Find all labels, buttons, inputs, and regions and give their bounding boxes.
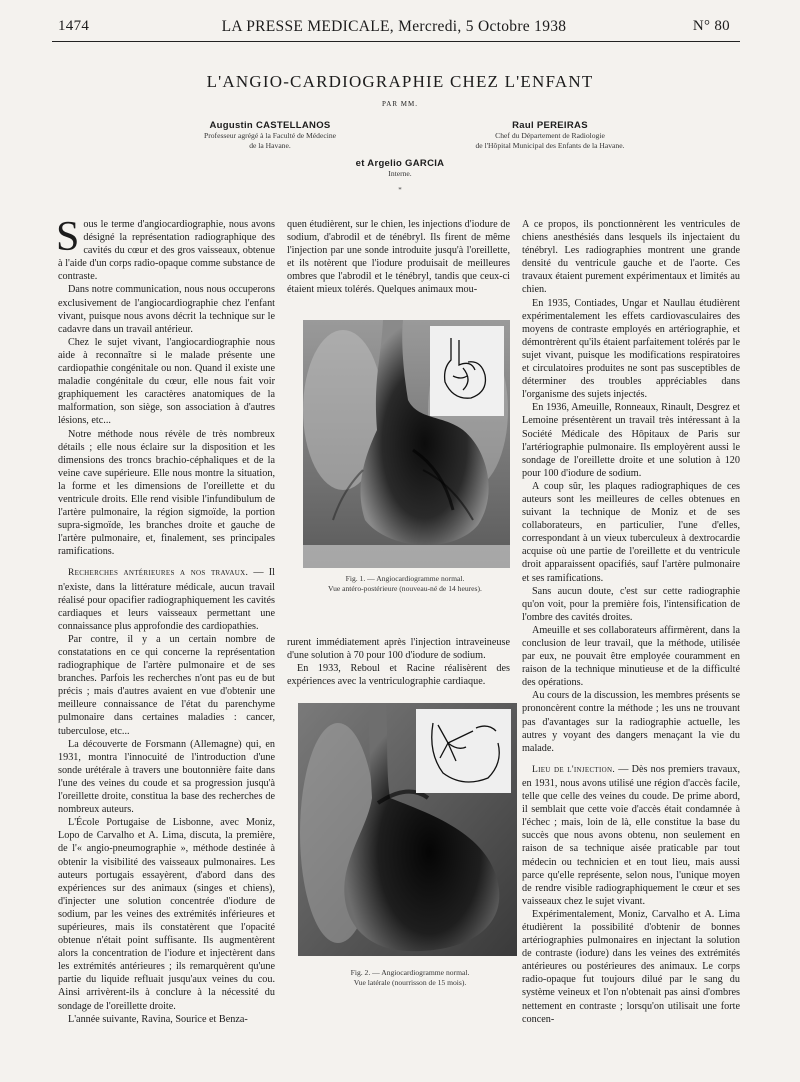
byline-prefix: PAR MM. [382, 100, 418, 108]
article-title: L'ANGIO-CARDIOGRAPHIE CHEZ L'ENFANT [206, 72, 594, 91]
paragraph: L'École Portugaise de Lisbonne, avec Moniz, Lopo de Carvalho et A. Lima, discuta, la première, de l'« angio-pneumographie », méthode destinée à obtenir la visibilité des vaisseaux pulmonaires. Les auteurs portugais essayèrent, d'abord dans des expériences sur des animaux (singes et chiens), d'injecter une solution concentrée d'iodure de sodium, par les veines des extrémités inférieures et supérieures, mais ils constatèrent que l'opacité obtenue n'était point suffisante. Ils augmentèrent alors la concentration de l'iodure et injectèrent dans les extrémités antérieures ; ils remarquèrent qu'une partie du liquide refluait jusqu'aux veines du cou. Ainsi arrivèrent-ils à conclure à la nécessité du sondage de l'oreillette droite. [58, 817, 275, 1012]
paragraph-text: — Il n'existe, dans la littérature médicale, aucun travail réalisé pour opacifier radiographiquement les cavités cardiaques et leurs vaisseaux permettant une connaissance plus approfondie des cardiopathies. [58, 567, 275, 632]
paragraph: L'année suivante, Ravina, Sourice et Benza- [68, 1013, 248, 1025]
text-column-1 [56, 214, 275, 1026]
paragraph: rurent immédiatement après l'injection intraveineuse d'une solution à 70 pour 100 d'iodure de sodium. [287, 637, 510, 662]
page-number: 1474 [58, 18, 90, 34]
paragraph [56, 214, 275, 283]
paragraph: A ce propos, ils ponctionnèrent les ventricules de chiens anesthésiés dans lesquels ils injectaient du ténébryl. Les radiographies montrent une grande densité du ventricule gauche et de l'aorte. Ces travaux étaient purement expérimentaux et limités au chien. [522, 219, 740, 296]
figure-caption-line: Vue antéro-postérieure (nouveau-né de 14 heures). [328, 584, 482, 593]
drop-cap: S [56, 214, 80, 260]
section-heading: Lieu de l'injection. [532, 764, 616, 775]
paragraph: En 1936, Ameuille, Ronneaux, Rinault, Desgrez et Lemoine présentèrent un travail très intéressant à la Société Médicale des Hôpitaux de Paris sur l'artériographie pulmonaire. Ils employèrent aussi le sondage de l'oreillette droite et une solution à 120 pour 100 d'iodure de sodium. [522, 402, 740, 479]
paragraph: Expérimentalement, Moniz, Carvalho et A. Lima étudièrent la possibilité d'obtenir de bonnes artériographies pulmonaires en injectant la solution de contraste (iodure) dans les veines des extrémités antérieures ou postérieures des animaux. Le corps radio-opaque fut toujours dilué par le sang du système veineux et l'on n'obtenait pas ainsi d'ombres nettement en contraste ; lorsqu'on utilisait une forte concen- [522, 908, 740, 1025]
paragraph: Notre méthode nous révèle de très nombreux détails ; elle nous éclaire sur la disposition et les dimensions des troncs brachio-céphaliques et de la veine cave supérieure. Elle nous montre la situation, la forme et les dimensions de l'oreillette et du ventricule droits. Elle rend visible l'infundibulum de l'artère pulmonaire, la région sigmoïde, la portion supra-sigmoïde, les branches droite et gauche de l'artère pulmonaire, et, finalement, ses principales ramifications. [58, 428, 275, 558]
figure-caption-line: Fig. 2. — Angiocardiogramme normal. [350, 968, 470, 977]
author-name: Augustin CASTELLANOS [209, 120, 331, 131]
radiograph-image [303, 320, 510, 568]
author-block [440, 120, 660, 151]
figure-2-caption [290, 968, 530, 988]
author-affiliation: de la Havane. [249, 141, 291, 150]
text-column-2-middle [287, 636, 510, 688]
author-affiliation: Interne. [388, 169, 412, 178]
section-ornament: * [398, 186, 402, 194]
radiograph-figure-1 [303, 320, 510, 568]
figure-caption-line: Vue latérale (nourrisson de 15 mois). [353, 978, 467, 987]
paragraph: Ameuille et ses collaborateurs affirmèrent, dans la conclusion de leur travail, que la méthode, utilisée par eux, ne pouvait être employée couramment en raison de la technique minutieuse et de la difficulté des opérations. [522, 624, 740, 689]
author-affiliation: de l'Hôpital Municipal des Enfants de la Havane. [475, 141, 625, 150]
figure-1-caption [290, 574, 520, 594]
author-affiliation: Chef du Département de Radiologie [495, 131, 605, 140]
issue-date: Mercredi, 5 Octobre 1938 [398, 18, 567, 35]
paragraph: La découverte de Forsmann (Allemagne) qui, en 1931, montra l'innocuité de l'introduction d'une sonde urétérale à travers une boutonnière faite dans l'une des veines du coude et sa progression jusqu'à l'oreillette droite, constitua la base des recherches de nombreux auteurs. [58, 738, 275, 816]
paragraph: Dans notre communication, nous nous occuperons exclusivement de l'angiocardiographie chez l'enfant vivant, puisque nous avons décrit la technique sur le cadavre dans un travail antérieur. [58, 284, 275, 335]
paragraph: En 1933, Reboul et Racine réalisèrent des expériences avec la ventriculographie cardiaque. [287, 663, 510, 688]
issue-number: N° 80 [692, 18, 730, 34]
section-heading: Recherches antérieures a nos travaux. [68, 568, 249, 579]
header-rule [52, 41, 740, 42]
paragraph: Chez le sujet vivant, l'angiocardiographie nous aide à reconnaître si le malade présente une cardiopathie congénitale ou non. Quand il existe une maladie congénitale du cœur, elle nous fait voir graphiquement les caractères anatomiques de la malformation, son siège, son association à d'autres lésions, etc... [58, 336, 275, 427]
paragraph: A coup sûr, les plaques radiographiques de ces auteurs sont les meilleures de celles obtenues en suivant la technique de Moniz et de ses collaborateurs, en particulier, l'une d'elles, correspondant à un vieux tuberculeux à dextrocardie acquise où une partie de l'oreillette et du ventricule droit apparaissent opacifiés, sauf l'artère pulmonaire et ses ramifications. [522, 480, 740, 584]
author-affiliation: Professeur agrégé à la Faculté de Médecine [204, 131, 336, 140]
author-name: et Argelio GARCIA [355, 158, 445, 169]
paragraph: En 1935, Contiades, Ungar et Naullau étudièrent expérimentalement les effets cardiovasculaires des moyens de contraste employés en artériographie, et démontrèrent qu'ils étaient parfaitement tolérés par le sujet vivant, puisque les modifications respiratoires et circulatoires produites ne sont pas susceptibles de déterminer des troubles appréciables dans l'organisme des sujets injectés. [522, 297, 740, 401]
radiograph-figure-2 [298, 703, 517, 956]
author-block [300, 158, 500, 179]
text-column-2-top [287, 218, 510, 297]
paragraph [522, 763, 740, 908]
paragraph-text: ous le terme d'angiocardiographie, nous avons désigné la représentation radiographique des cavités du cœur et des gros vaisseaux, obtenue à l'aide d'un corps radio-opaque comme substance de contraste. [58, 219, 275, 283]
journal-name: LA PRESSE MEDICALE, [221, 18, 394, 35]
author-block [150, 120, 390, 151]
paragraph: Par contre, il y a un certain nombre de constatations en ce qui concerne la représentation radiographique de l'artère pulmonaire et de ses branches. Parfois les recherches n'ont pas eu de but précis ; mais d'autres avaient en vue d'obtenir une meilleure connaissance de l'état du parenchyme pulmonaire dans certaines maladies : cancer, tuberculose, etc... [58, 633, 275, 737]
paragraph-text: — Dès nos premiers travaux, en 1931, nous avons utilisé une région d'accès facile, telle que celle des veines du coude. De prime abord, il semblait que cette voie d'accès était condamnée à l'échec ; mais, loin de là, elle constitue la base du succès que nous avons obtenu, non seulement en raison de sa technique aisée praticable par tout médecin ou technicien et en tout lieu, mais aussi parce qu'elle représente, selon nous, l'unique moyen de rendre visible radiographiquement le cœur et ses vaisseaux chez le sujet vivant. [522, 763, 740, 907]
text-column-3 [522, 218, 740, 1026]
figure-caption-line: Fig. 1. — Angiocardiogramme normal. [345, 574, 465, 583]
paragraph: Sans aucun doute, c'est sur cette radiographie qu'on voit, pour la première fois, l'intensification de l'ombre des cavités droites. [522, 585, 740, 623]
paragraph: Au cours de la discussion, les membres présents se prononcèrent contre la méthode ; les uns ne trouvant pas d'avantages sur la radiographie actuelle, les autres y voyant des dangers menaçant la vie du malade. [522, 690, 740, 754]
paragraph [58, 566, 275, 632]
running-head [58, 18, 730, 40]
radiograph-image [298, 703, 517, 956]
journal-masthead [58, 18, 730, 36]
author-name: Raul PEREIRAS [512, 120, 588, 131]
paragraph: quen étudièrent, sur le chien, les injections d'iodure de sodium, d'abrodil et de ténébryl. Ils firent de même l'injection par une sonde introduite jusqu'à l'oreillette, et ils notèrent que l'iodure produisait de meilleures ombres que l'abrodil et le ténébryl, tandis que ceux-ci étaient mieux tolérés. Quelques animaux mou- [287, 219, 510, 296]
